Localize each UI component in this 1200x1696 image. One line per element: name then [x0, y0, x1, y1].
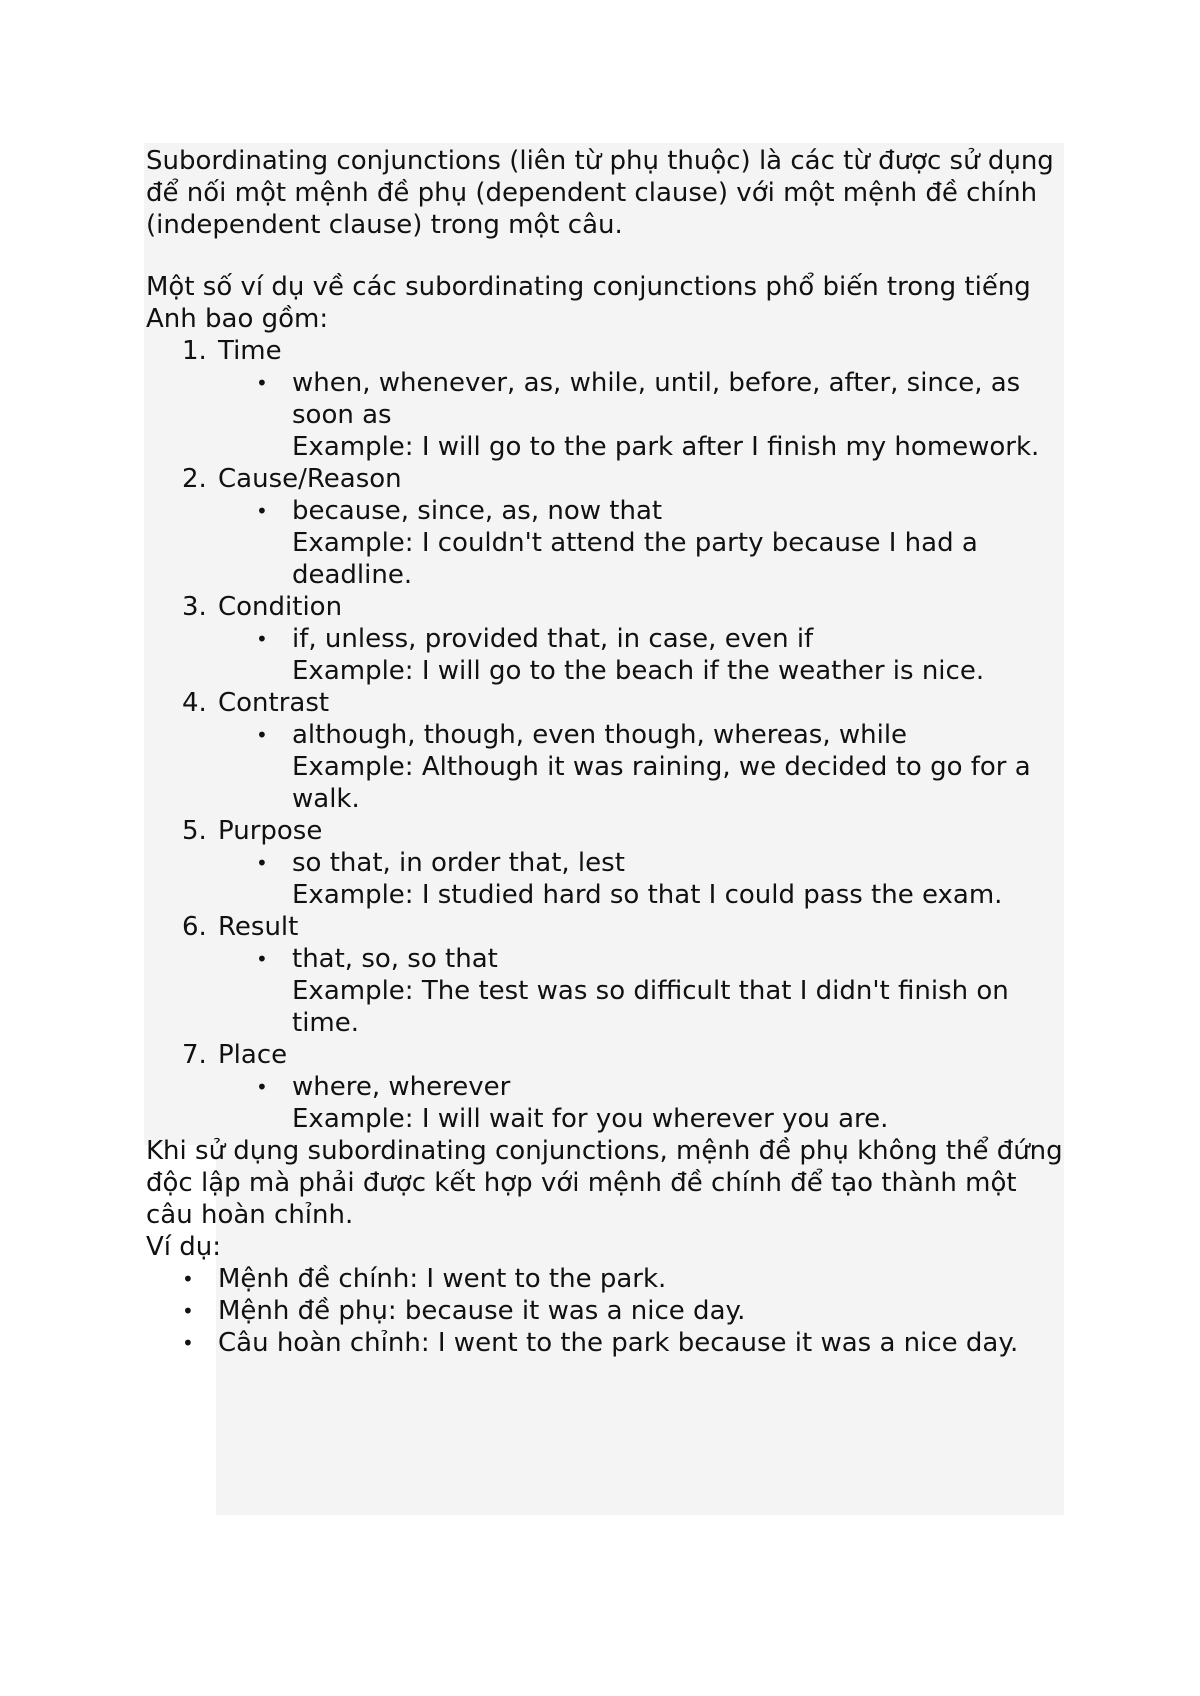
example-sentence: Example: I couldn't attend the party because I had a deadline. [292, 528, 978, 590]
usage-example-text: Mệnh đề chính: I went to the park. [218, 1264, 667, 1294]
category-name: Condition [218, 592, 343, 622]
bullet-icon: • [256, 371, 268, 395]
conjunction-categories-list [146, 335, 1066, 1135]
category-name: Time [218, 336, 282, 366]
category-name: Place [218, 1040, 288, 1070]
conjunction-words-item [256, 1071, 1066, 1135]
category-name: Cause/Reason [218, 464, 402, 494]
category-name: Contrast [218, 688, 330, 718]
category-name: Result [218, 912, 299, 942]
document-body [146, 145, 1066, 1359]
conjunction-words-item [256, 367, 1066, 463]
conjunction-words: when, whenever, as, while, until, before, after, since, as soon as [292, 368, 1021, 430]
category-number: 7. [182, 1040, 207, 1070]
category-number: 5. [182, 816, 207, 846]
bullet-icon: • [256, 499, 268, 523]
examples-heading: Một số ví dụ về các subordinating conjunctions phổ biến trong tiếng Anh bao gồm: [146, 272, 1031, 334]
bullet-icon: • [182, 1331, 194, 1355]
conjunction-words: so that, in order that, lest [292, 848, 625, 878]
bullet-icon: • [256, 1075, 268, 1099]
conjunction-words: that, so, so that [292, 944, 498, 974]
conjunction-words-item [256, 943, 1066, 1039]
usage-paragraph: Khi sử dụng subordinating conjunctions, mệnh đề phụ không thể đứng độc lập mà phải được kết hợp với mệnh đề chính để tạo thành một câu hoàn chỉnh. [146, 1136, 1063, 1230]
usage-example-text: Câu hoàn chỉnh: I went to the park because it was a nice day. [218, 1328, 1019, 1358]
category-details [218, 719, 1066, 815]
category-item [182, 1039, 1066, 1135]
conjunction-words-item [256, 847, 1066, 911]
category-name: Purpose [218, 816, 323, 846]
category-item [182, 687, 1066, 815]
conjunction-words: if, unless, provided that, in case, even if [292, 624, 814, 654]
bullet-icon: • [256, 851, 268, 875]
category-item [182, 463, 1066, 591]
example-sentence: Example: I will go to the beach if the weather is nice. [292, 656, 985, 686]
conjunction-words: where, wherever [292, 1072, 511, 1102]
category-details [218, 943, 1066, 1039]
category-item [182, 591, 1066, 687]
example-sentence: Example: I will wait for you wherever you are. [292, 1104, 889, 1134]
bullet-icon: • [182, 1267, 194, 1291]
usage-example-text: Mệnh đề phụ: because it was a nice day. [218, 1296, 746, 1326]
intro-paragraph: Subordinating conjunctions (liên từ phụ thuộc) là các từ được sử dụng để nối một mệnh đề phụ (dependent clause) với một mệnh đề chính (independent clause) trong một câu. [146, 146, 1054, 240]
conjunction-words-item [256, 495, 1066, 591]
category-details [218, 623, 1066, 687]
example-sentence: Example: The test was so difficult that I didn't finish on time. [292, 976, 1009, 1038]
example-sentence: Example: I will go to the park after I finish my homework. [292, 432, 1040, 462]
category-details [218, 847, 1066, 911]
bullet-icon: • [182, 1299, 194, 1323]
bullet-icon: • [256, 627, 268, 651]
conjunction-words: although, though, even though, whereas, while [292, 720, 908, 750]
category-details [218, 367, 1066, 463]
category-item [182, 335, 1066, 463]
bullet-icon: • [256, 947, 268, 971]
vidu-label: Ví dụ: [146, 1232, 222, 1262]
usage-example-item [182, 1295, 1066, 1327]
category-number: 2. [182, 464, 207, 494]
bullet-icon: • [256, 723, 268, 747]
category-number: 1. [182, 336, 207, 366]
category-number: 4. [182, 688, 207, 718]
category-number: 6. [182, 912, 207, 942]
category-details [218, 495, 1066, 591]
conjunction-words: because, since, as, now that [292, 496, 663, 526]
conjunction-words-item [256, 623, 1066, 687]
usage-example-item [182, 1263, 1066, 1295]
category-item [182, 815, 1066, 911]
category-number: 3. [182, 592, 207, 622]
usage-examples-list [146, 1263, 1066, 1359]
category-item [182, 911, 1066, 1039]
category-details [218, 1071, 1066, 1135]
example-sentence: Example: I studied hard so that I could pass the exam. [292, 880, 1003, 910]
example-sentence: Example: Although it was raining, we decided to go for a walk. [292, 752, 1031, 814]
usage-example-item [182, 1327, 1066, 1359]
conjunction-words-item [256, 719, 1066, 815]
